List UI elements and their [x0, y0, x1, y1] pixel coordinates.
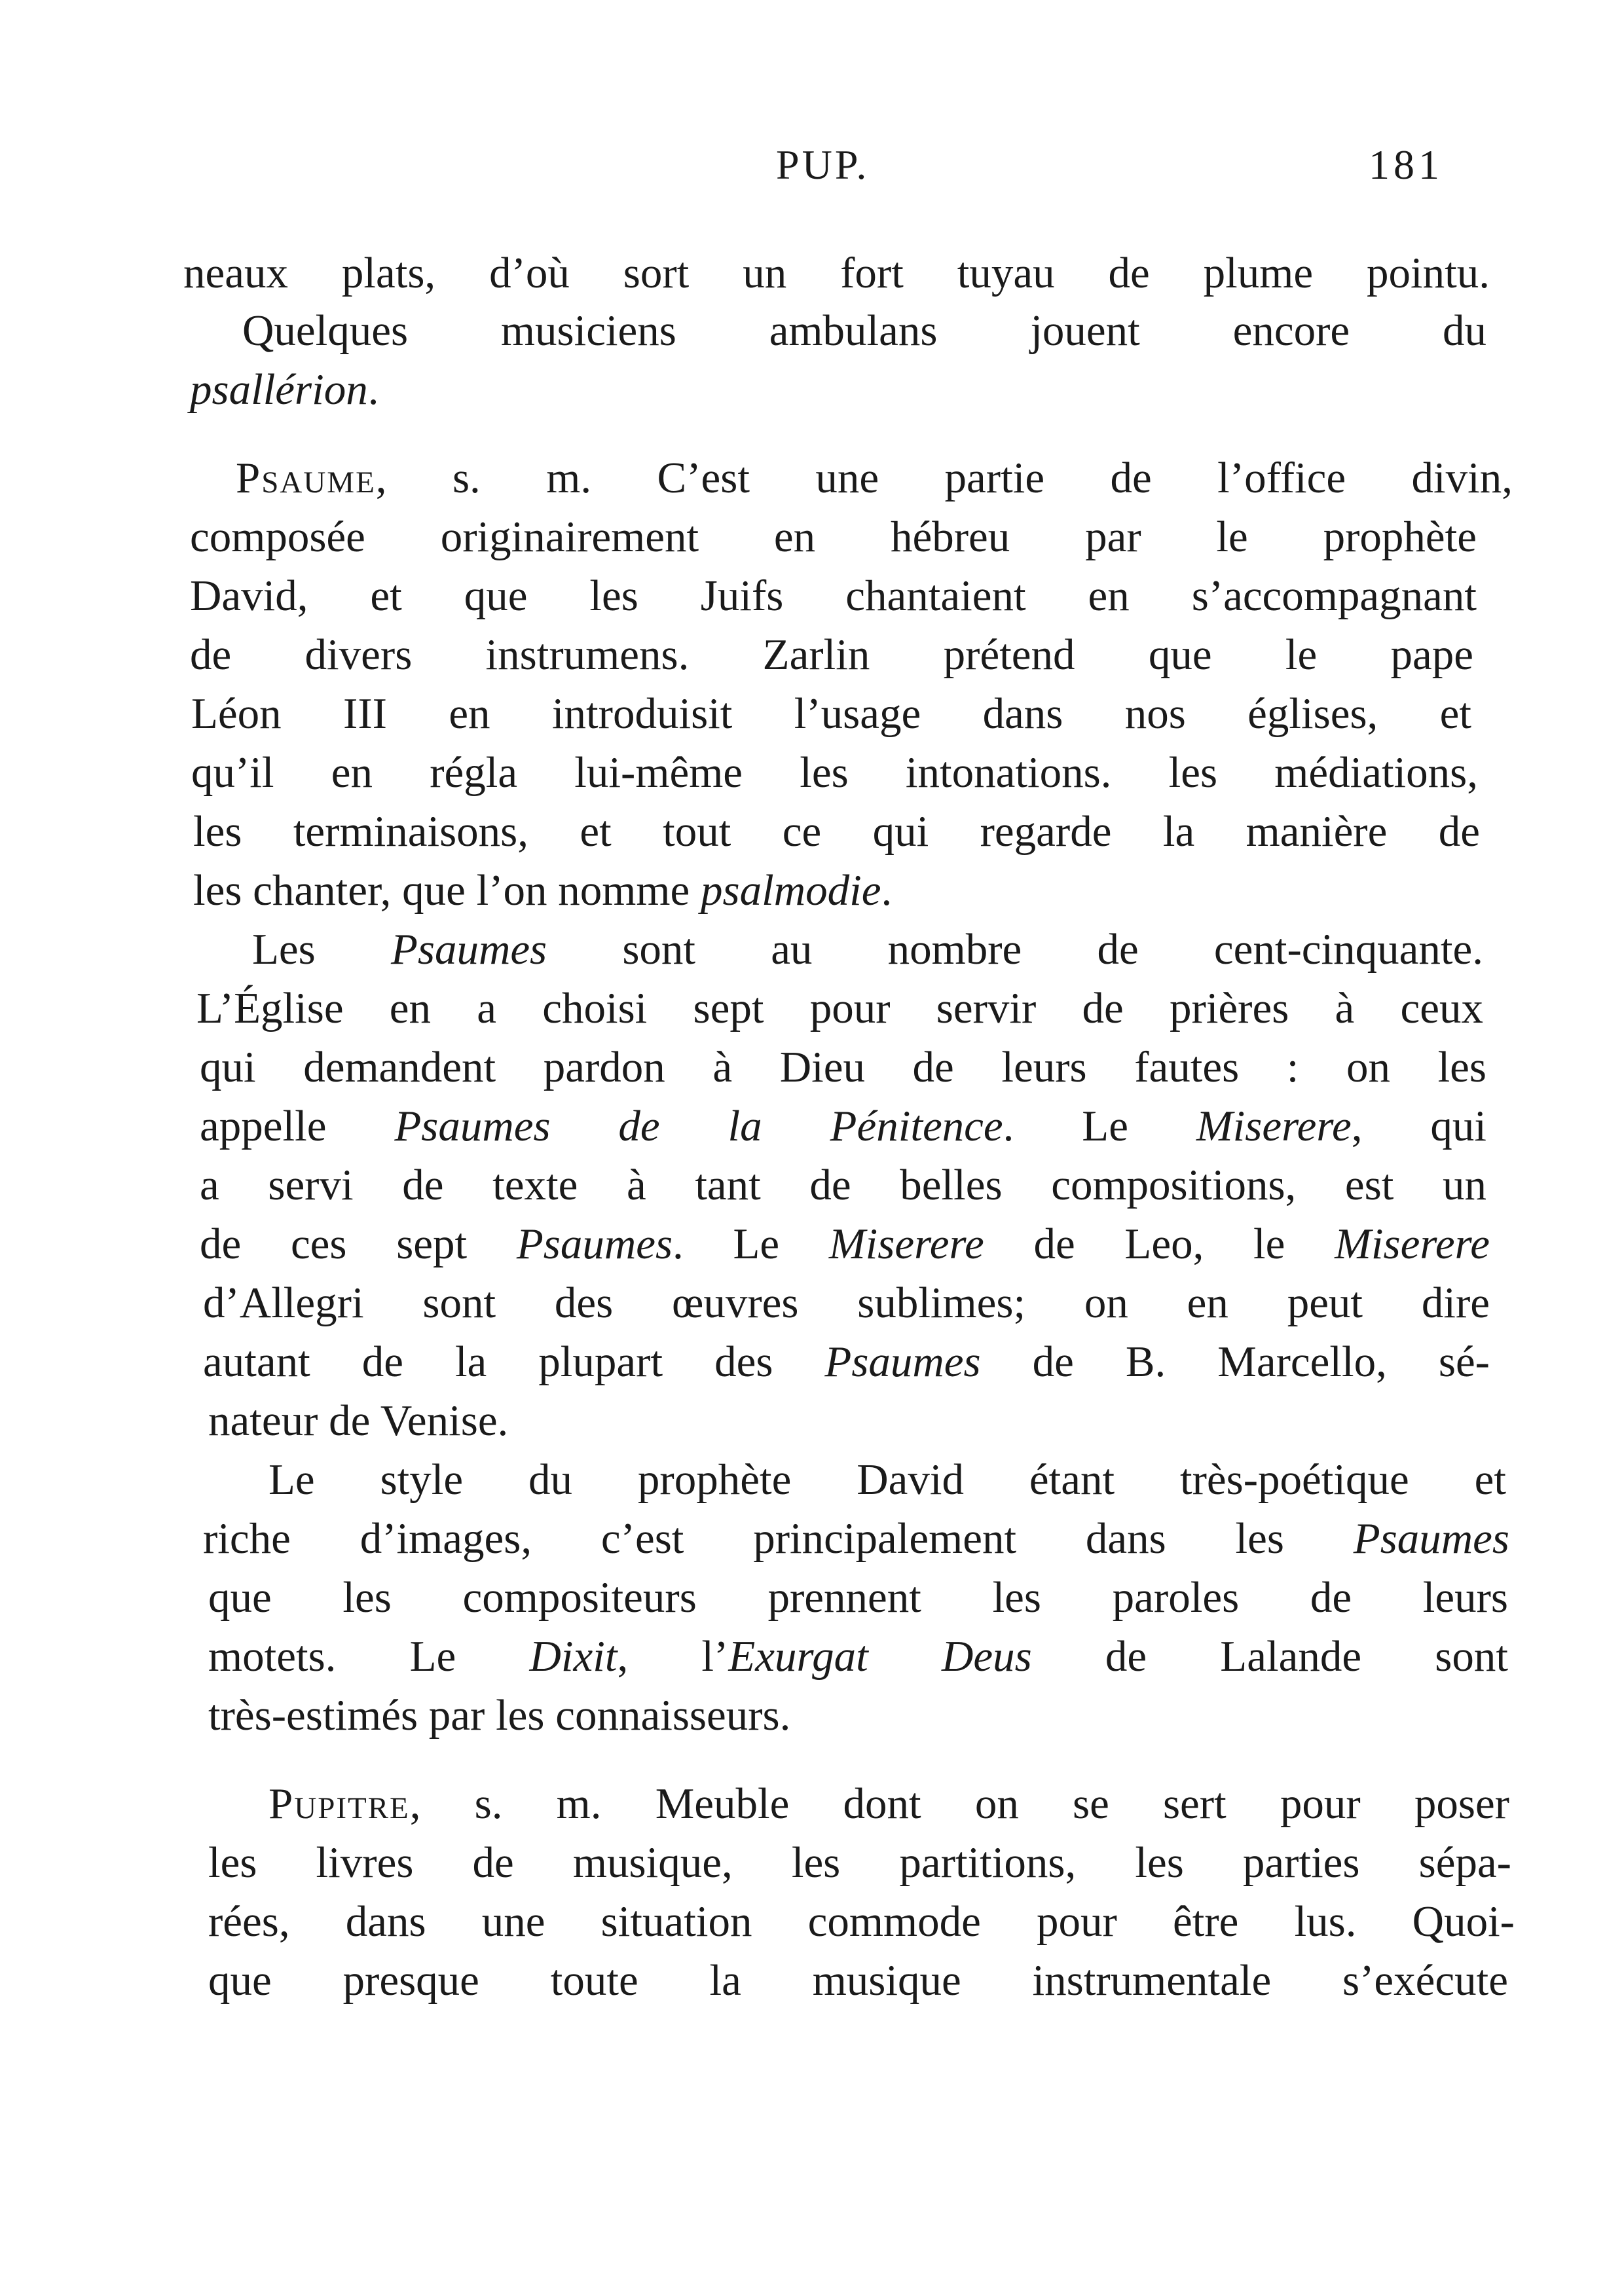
text-line: autant de la plupart des Psaumes de B. Marcello, sé-	[203, 1338, 1490, 1386]
text-line: de ces sept Psaumes. Le Miserere de Leo, le Miserere	[200, 1220, 1490, 1268]
text-line: qui demandent pardon à Dieu de leurs fautes : on les	[200, 1043, 1486, 1091]
text-line: rées, dans une situation commode pour être lus. Quoi-	[208, 1897, 1515, 1946]
text-line: composée originairement en hébreu par le prophète	[190, 513, 1477, 561]
text-line: psallérion.	[190, 365, 379, 414]
text-line: de divers instrumens. Zarlin prétend que le pape	[190, 630, 1473, 679]
running-head	[0, 141, 1624, 213]
text-line: d’Allegri sont des œuvres sublimes; on en peut dire	[203, 1279, 1490, 1327]
text-line: Psaume, s. m. C’est une partie de l’office divin,	[236, 454, 1513, 502]
text-line: neaux plats, d’où sort un fort tuyau de plume pointu.	[183, 249, 1490, 297]
text-line: que les compositeurs prennent les paroles de leurs	[208, 1573, 1508, 1622]
running-headword: PUP.	[776, 141, 870, 188]
text-line: nateur de Venise.	[208, 1396, 509, 1445]
text-line: L’Église en a choisi sept pour servir de prières à ceux	[196, 984, 1483, 1032]
text-line: Léon III en introduisit l’usage dans nos églises, et	[191, 689, 1471, 738]
text-line: les terminaisons, et tout ce qui regarde la manière de	[193, 807, 1480, 856]
text-line: David, et que les Juifs chantaient en s’accompagnant	[190, 572, 1477, 620]
text-line: Pupitre, s. m. Meuble dont on se sert pour poser	[268, 1779, 1509, 1828]
text-line: qu’il en régla lui-même les intonations. les médiations,	[191, 748, 1478, 797]
text-line: Les Psaumes sont au nombre de cent-cinquante.	[252, 925, 1483, 974]
text-line: très-estimés par les connaisseurs.	[208, 1691, 791, 1740]
page-number: 181	[1369, 141, 1443, 188]
text-line: les chanter, que l’on nomme psalmodie.	[193, 866, 893, 915]
text-line: que presque toute la musique instrumentale s’exécute	[208, 1956, 1508, 2005]
text-line: a servi de texte à tant de belles compositions, est un	[200, 1161, 1486, 1209]
text-line: Quelques musiciens ambulans jouent encore du	[242, 306, 1486, 355]
text-line: Le style du prophète David étant très-poétique et	[268, 1455, 1506, 1504]
text-line: riche d’images, c’est principalement dans les Psaumes	[203, 1514, 1509, 1563]
text-line: motets. Le Dixit, l’Exurgat Deus de Lalande sont	[208, 1632, 1508, 1681]
text-line: appelle Psaumes de la Pénitence. Le Miserere, qui	[200, 1102, 1487, 1150]
text-line: les livres de musique, les partitions, les parties sépa-	[208, 1838, 1511, 1887]
